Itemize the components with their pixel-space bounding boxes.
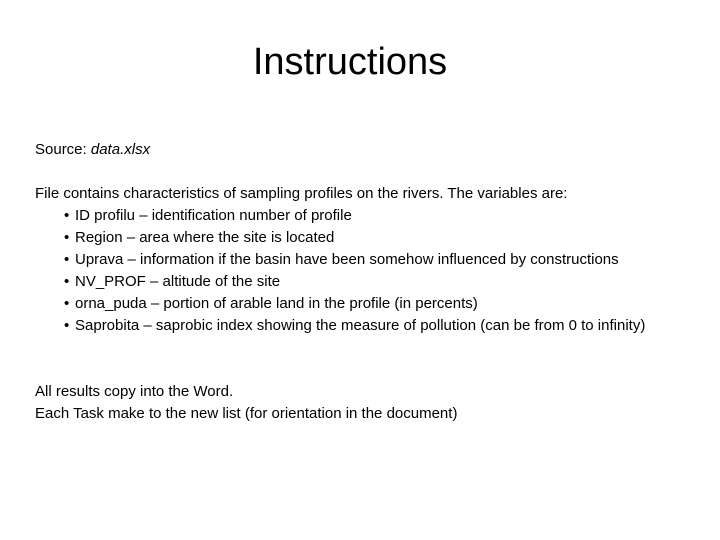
list-item: • NV_PROF – altitude of the site (64, 271, 695, 293)
list-item: • Region – area where the site is located (64, 227, 695, 249)
note-new-list: Each Task make to the new list (for orientation in the document) (35, 405, 458, 422)
intro-text: File contains characteristics of sampling profiles on the rivers. The variables are: (35, 185, 568, 202)
slide-title: Instructions (252, 41, 448, 83)
list-item: • ID profilu – identification number of profile (64, 205, 695, 227)
list-item: • Uprava – information if the basin have been somehow influenced by constructions (64, 249, 695, 271)
source-file: data.xlsx (90, 141, 151, 158)
source-line (35, 139, 695, 161)
slide-body (35, 139, 695, 425)
variables-list (35, 205, 695, 337)
spacer (35, 337, 695, 359)
note-copy-results: All results copy into the Word. (35, 383, 234, 400)
list-item: • orna_puda – portion of arable land in the profile (in percents) (64, 293, 695, 315)
list-item: • Saprobita – saprobic index showing the measure of pollution (can be from 0 to infinity) (64, 315, 695, 337)
spacer (35, 359, 695, 381)
source-label: Source: (35, 141, 87, 158)
